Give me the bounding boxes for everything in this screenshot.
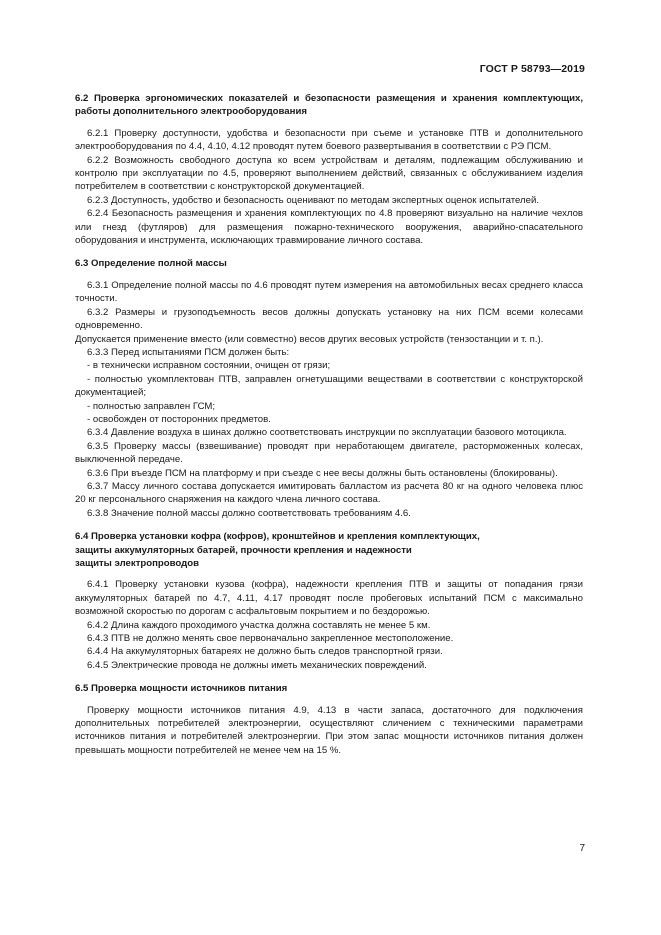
paragraph-6-4-1: 6.4.1 Проверку установки кузова (кофра), надежности крепления ПТВ и защиты от попадания грязи аккумуляторных батарей по 4.7, 4.11, 4.17 проводят после пробеговых испытаний ПСМ с максимально возможной скоростью по дорогам с асфальтовым покрытием и по бездорожью. [75,579,583,618]
paragraph-6-3-6: 6.3.6 При въезде ПСМ на платформу и при съезде с нее весы должны быть остановлены (блокированы). [87,467,558,479]
list-item: - освобожден от посторонних предметов. [87,413,271,425]
paragraph-6-4-2: 6.4.2 Длина каждого проходимого участка должна составлять не менее 5 км. [87,619,431,631]
paragraph-6-3-7: 6.3.7 Массу личного состава допускается имитировать балластом из расчета 80 кг на одного человека плюс 20 кг персонального снаряжения на каждого члена личного состава. [75,480,583,506]
paragraph-6-5: Проверку мощности источников питания 4.9, 4.13 в части запаса, достаточного для подключения дополнительных потребителей электроэнергии, осуществляют сличением с техническими параметрами источников питания и потребителей электроэнергии. При этом запас мощности источников питания должен превышать мощности потребителей не менее чем на 15 %. [75,704,583,756]
paragraph-6-3-4: 6.3.4 Давление воздуха в шинах должно соответствовать инструкции по эксплуатации базового мотоцикла. [87,427,567,439]
paragraph-6-2-4: 6.2.4 Безопасность размещения и хранения комплектующих по 4.8 проверяют визуально на наличие чехлов или гнезд (футляров) для размещения пожарно-технического вооружения, аварийно-спасательного оборудования и инструмента, исключающих травмирование личного состава. [75,208,583,247]
heading-line: защиты электропроводов [75,558,199,569]
paragraph-6-3-3: 6.3.3 Перед испытаниями ПСМ должен быть: [87,346,290,358]
list-item: - полностью укомплектован ПТВ, заправлен огнетушащими веществами в соответствии с конструкторской документацией; [75,373,583,399]
page-number: 7 [579,843,585,854]
paragraph-6-2-1: 6.2.1 Проверку доступности, удобства и безопасности при съеме и установке ПТВ и дополнительного электрооборудования по 4.4, 4.10, 4.12 проводят путем боевого развертывания в соответствии с РЭ ПСМ. [75,127,583,153]
paragraph-6-3-2: 6.3.2 Размеры и грузоподъемность весов должны допускать установку на них ПСМ всеми колесами одновременно. [75,306,583,332]
heading-line: 6.4 Проверка установки кофра (кофров), кронштейнов и крепления комплектующих, [75,531,480,543]
section-heading-6-3: 6.3 Определение полной массы [75,258,227,270]
list-item: - в технически исправном состоянии, очищен от грязи; [87,360,331,372]
document-body [75,92,583,757]
section-heading-6-2: 6.2 Проверка эргономических показателей и безопасности размещения и хранения комплектующих, работы дополнительного электрооборудования [75,93,583,118]
section-heading-6-4 [75,530,583,570]
paragraph-6-3-8: 6.3.8 Значение полной массы должно соответствовать требованиям 4.6. [87,507,411,519]
section-heading-6-5: 6.5 Проверка мощности источников питания [75,683,288,695]
heading-line: защиты аккумуляторных батарей, прочности крепления и надежности [75,544,412,556]
paragraph-6-3-5: 6.3.5 Проверку массы (взвешивание) проводят при неработающем двигателе, расторможенных колесах, выключенной передаче. [75,440,583,466]
paragraph-6-4-4: 6.4.4 На аккумуляторных батареях не должно быть следов транспортной грязи. [87,646,443,658]
paragraph-6-3-1: 6.3.1 Определение полной массы по 4.6 проводят путем измерения на автомобильных весах среднего класса точности. [75,279,583,305]
paragraph-6-4-3: 6.4.3 ПТВ не должно менять свое первоначально закрепленное местоположение. [87,633,454,645]
paragraph-6-2-3: 6.2.3 Доступность, удобство и безопасность оценивают по методам экспертных оценок испытателей. [87,194,540,206]
paragraph-6-2-2: 6.2.2 Возможность свободного доступа ко всем устройствам и деталям, подлежащим обслуживанию и контролю при эксплуатации по 4.5, проверяют выполнением действий, связанных с обслуживанием изделия потребителем в соответствии с конструкторской документацией. [75,154,583,193]
paragraph-6-3-2-note: Допускается применение вместо (или совместно) весов других весовых устройств (тензостанции и т. п.). [75,333,544,345]
paragraph-6-4-5: 6.4.5 Электрические провода не должны иметь механических повреждений. [87,659,427,671]
list-item: - полностью заправлен ГСМ; [87,400,216,412]
document-id-header: ГОСТ Р 58793—2019 [479,63,585,75]
